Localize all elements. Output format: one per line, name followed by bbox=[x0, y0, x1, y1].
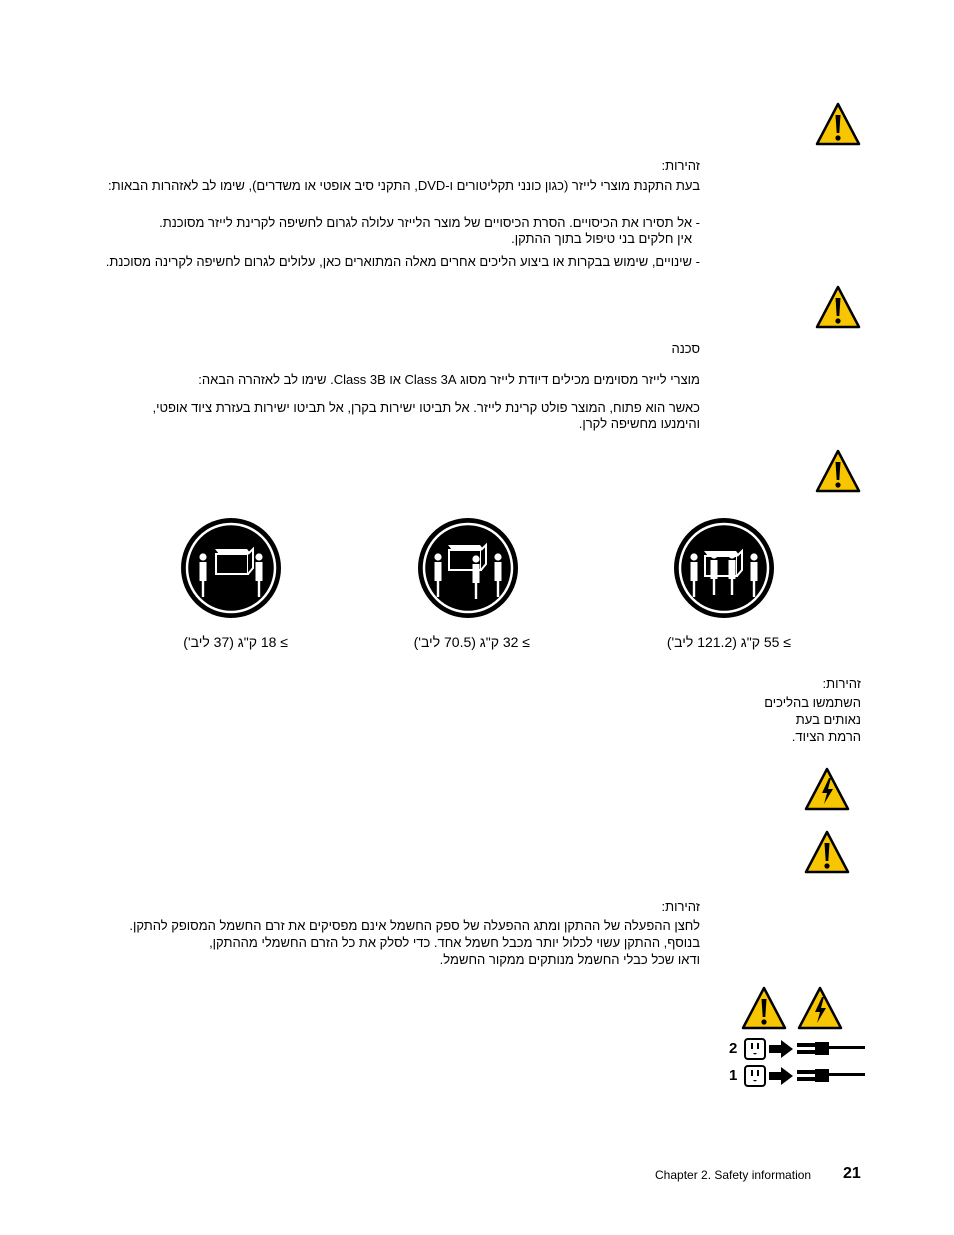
section1-bullet2: - שינויים, שימוש בבקרות או ביצוע הליכים אחרים מאלה המתוארים כאן, עלולים לגרום לחשיפה לקרינה מסוכנת. bbox=[105, 254, 700, 269]
lift-weight-label: ≥ 55 ק"ג (121.2 ליב') bbox=[666, 634, 791, 650]
lift-weight-label: ≥ 18 ק"ג (37 ליב') bbox=[183, 634, 288, 650]
lift-two-person-icon bbox=[179, 516, 283, 620]
section3-line1: השתמשו בהליכים bbox=[764, 695, 861, 710]
lift-four-person-icon bbox=[672, 516, 776, 620]
section4-line2: בנוסף, ההתקן עשוי לכלול יותר מכבל חשמל אחד. כדי לסלק את כל הזרם החשמלי מההתקן, bbox=[209, 935, 700, 950]
section3-line2: נאותים בעת bbox=[795, 712, 861, 727]
arrow-icon bbox=[768, 1039, 794, 1059]
caution-triangle-icon bbox=[804, 830, 850, 874]
arrow-icon bbox=[768, 1066, 794, 1086]
section2-line2: כאשר הוא פתוח, המוצר פולט קרינת לייזר. אל תביטו ישירות בקרן, אל תביטו ישירות בעזרת ציוד אופטי, bbox=[152, 400, 700, 415]
power-plug-icon bbox=[795, 1041, 865, 1057]
section4-heading: זהירות: bbox=[661, 899, 700, 914]
section1-intro: בעת התקנת מוצרי לייזר (כגון כונני תקליטורים ו-DVD, התקני סיב אופטי או משדרים), שימו לב לאזהרות הבאות: bbox=[108, 178, 700, 193]
section1-bullet1-line2: אין חלקים בני טיפול בתוך ההתקן. bbox=[511, 231, 692, 246]
lift-weight-label: ≥ 32 ק"ג (70.5 ליב') bbox=[413, 634, 530, 650]
section1-bullet1-line1: - אל תסירו את הכיסויים. הסרת הכיסויים של מוצר הלייזר עלולה לגרום לחשיפה לקרינת לייזר מסוכנת. bbox=[159, 215, 700, 230]
section2-heading: סכנה bbox=[671, 341, 700, 356]
lightning-triangle-icon bbox=[797, 986, 843, 1030]
outlet-icon bbox=[744, 1038, 766, 1060]
caution-triangle-icon bbox=[815, 102, 861, 146]
power-plug-icon bbox=[795, 1068, 865, 1084]
caution-triangle-icon bbox=[741, 986, 787, 1030]
section2-line1: מוצרי לייזר מסוימים מכילים דיודת לייזר מסוג Class 3A או Class 3B. שימו לב לאזהרה הבאה: bbox=[198, 372, 700, 387]
caution-triangle-icon bbox=[815, 449, 861, 493]
section3-heading: זהירות: bbox=[822, 676, 861, 691]
plug-label: 1 bbox=[729, 1067, 738, 1084]
plug-label: 2 bbox=[729, 1040, 738, 1057]
section2-line3: והימנעו מחשיפה לקרן. bbox=[578, 416, 700, 431]
outlet-icon bbox=[744, 1065, 766, 1087]
caution-triangle-icon bbox=[815, 285, 861, 329]
section4-line1: לחצן ההפעלה של ההתקן ומתג ההפעלה של ספק החשמל אינם מפסיקים את זרם החשמל המסופק להתקן. bbox=[129, 918, 700, 933]
lightning-triangle-icon bbox=[804, 767, 850, 811]
section1-heading: זהירות: bbox=[661, 158, 700, 173]
lift-three-person-icon bbox=[416, 516, 520, 620]
page-number: 21 bbox=[843, 1165, 861, 1182]
footer-chapter: Chapter 2. Safety information bbox=[655, 1168, 812, 1182]
section3-line3: הרמת הציוד. bbox=[791, 729, 861, 744]
section4-line3: ודאו שכל כבלי החשמל מנותקים ממקור החשמל. bbox=[439, 952, 700, 967]
